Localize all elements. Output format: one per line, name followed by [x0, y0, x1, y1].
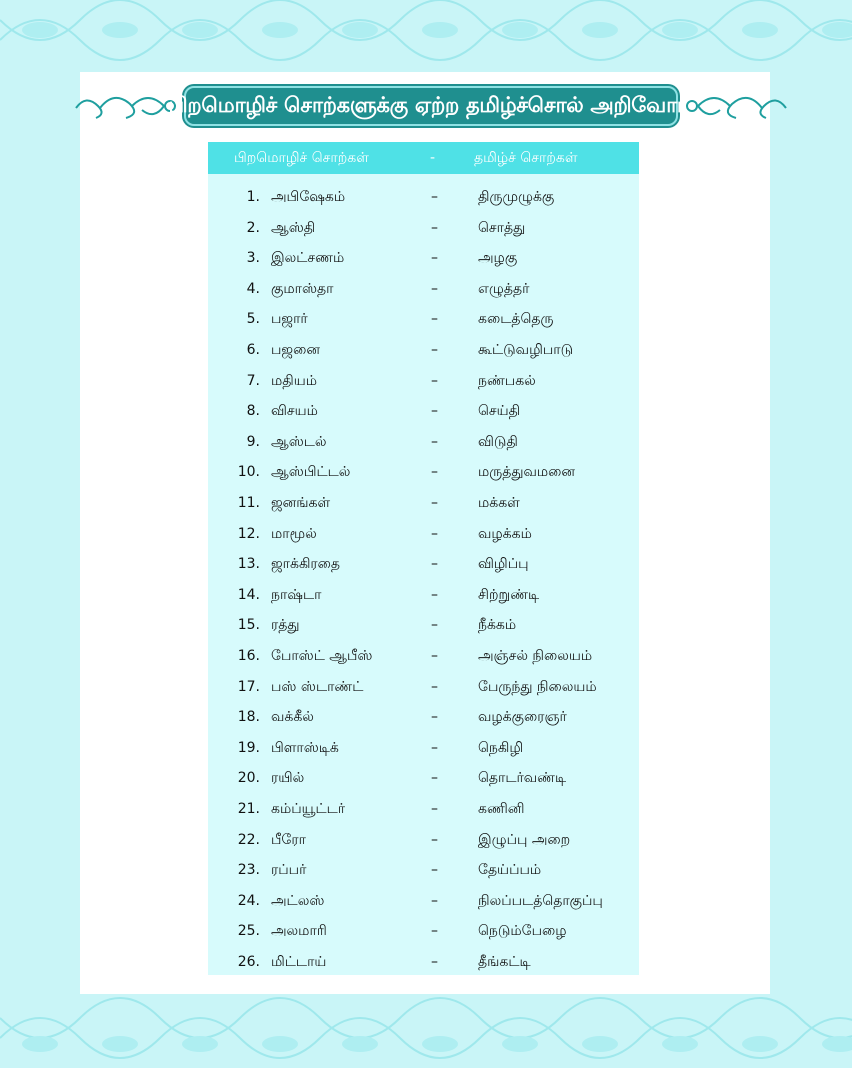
table-row	[208, 428, 639, 458]
foreign-word: பஜனை	[271, 342, 320, 358]
title-row	[70, 84, 792, 130]
tamil-word: சொத்து	[478, 219, 526, 236]
row-separator: –	[431, 831, 438, 848]
row-separator: –	[431, 189, 438, 205]
table-row	[208, 856, 639, 886]
row-separator: –	[431, 311, 438, 328]
swirl-ornament-icon	[70, 84, 182, 130]
foreign-word: ஆஸ்டல்	[271, 433, 327, 450]
row-separator: –	[431, 525, 438, 542]
foreign-word: பீரோ	[271, 831, 306, 848]
row-number: 3.	[246, 250, 260, 267]
tamil-word: சிற்றுண்டி	[478, 586, 540, 603]
row-separator: –	[431, 342, 438, 358]
right-margin-strip	[770, 72, 852, 994]
table-row	[208, 673, 639, 703]
header-tamil-words: தமிழ்ச் சொற்கள்	[474, 150, 578, 166]
row-separator: –	[431, 954, 438, 970]
row-number: 19.	[237, 739, 260, 756]
foreign-word: பஜார்	[271, 311, 308, 328]
row-separator: –	[431, 586, 438, 603]
title-banner	[168, 86, 694, 126]
foreign-word: ஜனங்கள்	[271, 495, 331, 511]
row-separator: –	[431, 801, 438, 817]
row-number: 25.	[237, 923, 260, 940]
row-number: 24.	[237, 892, 260, 909]
tamil-word: நெடும்பேழை	[478, 923, 567, 940]
foreign-word: அபிஷேகம்	[271, 189, 346, 205]
table-row	[208, 305, 639, 335]
tamil-word: திருமுழுக்கு	[478, 189, 555, 205]
foreign-word: ஜாக்கிரதை	[271, 556, 341, 573]
row-separator: –	[431, 403, 438, 420]
row-separator: –	[431, 892, 438, 909]
foreign-word: இலட்சணம்	[271, 250, 345, 267]
row-number: 17.	[237, 678, 260, 695]
row-number: 21.	[237, 801, 260, 817]
tamil-word: விழிப்பு	[478, 556, 529, 573]
table-row	[208, 764, 639, 794]
foreign-word: மாமூல்	[271, 525, 317, 542]
table-row	[208, 244, 639, 274]
foreign-word: வக்கீல்	[271, 709, 314, 726]
row-separator: –	[431, 372, 438, 389]
row-number: 26.	[237, 954, 260, 970]
table-row	[208, 520, 639, 550]
row-separator: –	[431, 280, 438, 297]
row-separator: –	[431, 433, 438, 450]
tamil-word: தீங்கட்டி	[478, 954, 531, 970]
foreign-word: கம்ப்யூட்டர்	[271, 801, 346, 817]
foreign-word: பிளாஸ்டிக்	[271, 739, 339, 756]
tamil-word: செய்தி	[478, 403, 521, 420]
table-row	[208, 397, 639, 427]
tamil-word: விடுதி	[478, 433, 518, 450]
table-row	[208, 336, 639, 366]
row-separator: –	[431, 219, 438, 236]
row-separator: –	[431, 495, 438, 511]
table-row	[208, 367, 639, 397]
row-separator: –	[431, 923, 438, 940]
row-separator: –	[431, 709, 438, 726]
table-row	[208, 703, 639, 733]
table-row	[208, 275, 639, 305]
row-number: 22.	[237, 831, 260, 848]
row-number: 18.	[237, 709, 260, 726]
row-number: 10.	[237, 464, 260, 481]
foreign-word: மதியம்	[271, 372, 318, 389]
row-number: 6.	[246, 342, 260, 358]
row-number: 1.	[246, 189, 260, 205]
tamil-word: மருத்துவமனை	[478, 464, 575, 481]
tamil-word: நீக்கம்	[478, 617, 517, 634]
foreign-word: ஆஸ்பிட்டல்	[271, 464, 351, 481]
tamil-word: அழகு	[478, 250, 518, 267]
tamil-word: தொடர்வண்டி	[478, 770, 567, 787]
row-number: 9.	[246, 433, 260, 450]
table-row	[208, 458, 639, 488]
left-margin-strip	[0, 72, 80, 994]
foreign-word: மிட்டாய்	[271, 954, 327, 970]
table-row	[208, 795, 639, 825]
table-row	[208, 734, 639, 764]
tamil-word: தேய்ப்பம்	[478, 862, 542, 879]
tamil-word: நிலப்படத்தொகுப்பு	[478, 892, 603, 909]
top-pattern-band	[0, 0, 852, 72]
table-row	[208, 214, 639, 244]
row-number: 7.	[246, 372, 260, 389]
row-separator: –	[431, 617, 438, 634]
leaf-pattern-icon	[0, 0, 852, 72]
swirl-ornament-icon	[680, 84, 792, 130]
tamil-word: பேருந்து நிலையம்	[478, 678, 597, 695]
row-number: 8.	[246, 403, 260, 420]
tamil-word: எழுத்தர்	[478, 280, 530, 297]
table-row	[208, 489, 639, 519]
row-number: 15.	[237, 617, 260, 634]
tamil-word: கூட்டுவழிபாடு	[478, 342, 574, 358]
word-table	[208, 142, 639, 975]
row-separator: –	[431, 678, 438, 695]
table-row	[208, 917, 639, 947]
tamil-word: வழக்கம்	[478, 525, 532, 542]
foreign-word: விசயம்	[271, 403, 318, 420]
tamil-word: வழக்குரைஞர்	[478, 709, 567, 726]
row-number: 14.	[237, 586, 260, 603]
foreign-word: பஸ் ஸ்டாண்ட்	[271, 678, 364, 695]
row-number: 12.	[237, 525, 260, 542]
table-header	[208, 142, 639, 174]
table-row	[208, 183, 639, 213]
foreign-word: ரப்பர்	[271, 862, 307, 879]
tamil-word: மக்கள்	[478, 495, 520, 511]
row-number: 4.	[246, 280, 260, 297]
tamil-word: நெகிழி	[478, 739, 524, 756]
header-foreign-words: பிறமொழிச் சொற்கள்	[234, 150, 369, 166]
foreign-word: ரத்து	[271, 617, 300, 634]
row-separator: –	[431, 862, 438, 879]
tamil-word: இழுப்பு அறை	[478, 831, 571, 848]
row-number: 23.	[237, 862, 260, 879]
foreign-word: நாஷ்டா	[271, 586, 322, 603]
row-separator: –	[431, 464, 438, 481]
foreign-word: அட்லஸ்	[271, 892, 325, 909]
row-separator: –	[431, 770, 438, 787]
table-row	[208, 642, 639, 672]
tamil-word: அஞ்சல் நிலையம்	[478, 648, 593, 664]
row-number: 2.	[246, 219, 260, 236]
table-row	[208, 887, 639, 917]
row-number: 13.	[237, 556, 260, 573]
row-number: 16.	[237, 648, 260, 664]
foreign-word: ரயில்	[271, 770, 305, 787]
row-number: 20.	[237, 770, 260, 787]
foreign-word: அலமாரி	[271, 923, 327, 940]
header-separator: -	[430, 150, 436, 166]
row-separator: –	[431, 648, 438, 664]
foreign-word: போஸ்ட் ஆபீஸ்	[271, 648, 373, 664]
row-separator: –	[431, 250, 438, 267]
table-row	[208, 826, 639, 856]
tamil-word: கணினி	[478, 801, 525, 817]
table-row	[208, 550, 639, 580]
foreign-word: குமாஸ்தா	[271, 280, 334, 297]
row-separator: –	[431, 739, 438, 756]
foreign-word: ஆஸ்தி	[271, 219, 316, 236]
tamil-word: கடைத்தெரு	[478, 311, 554, 328]
bottom-pattern-band	[0, 994, 852, 1068]
row-number: 5.	[246, 311, 260, 328]
page-title: பிறமொழிச் சொற்களுக்கு ஏற்ற தமிழ்ச்சொல் அறிவோம்	[168, 92, 694, 117]
leaf-pattern-icon	[0, 994, 852, 1068]
row-separator: –	[431, 556, 438, 573]
tamil-word: நண்பகல்	[478, 372, 536, 389]
table-row	[208, 948, 639, 978]
table-row	[208, 611, 639, 641]
row-number: 11.	[237, 495, 260, 511]
table-row	[208, 581, 639, 611]
